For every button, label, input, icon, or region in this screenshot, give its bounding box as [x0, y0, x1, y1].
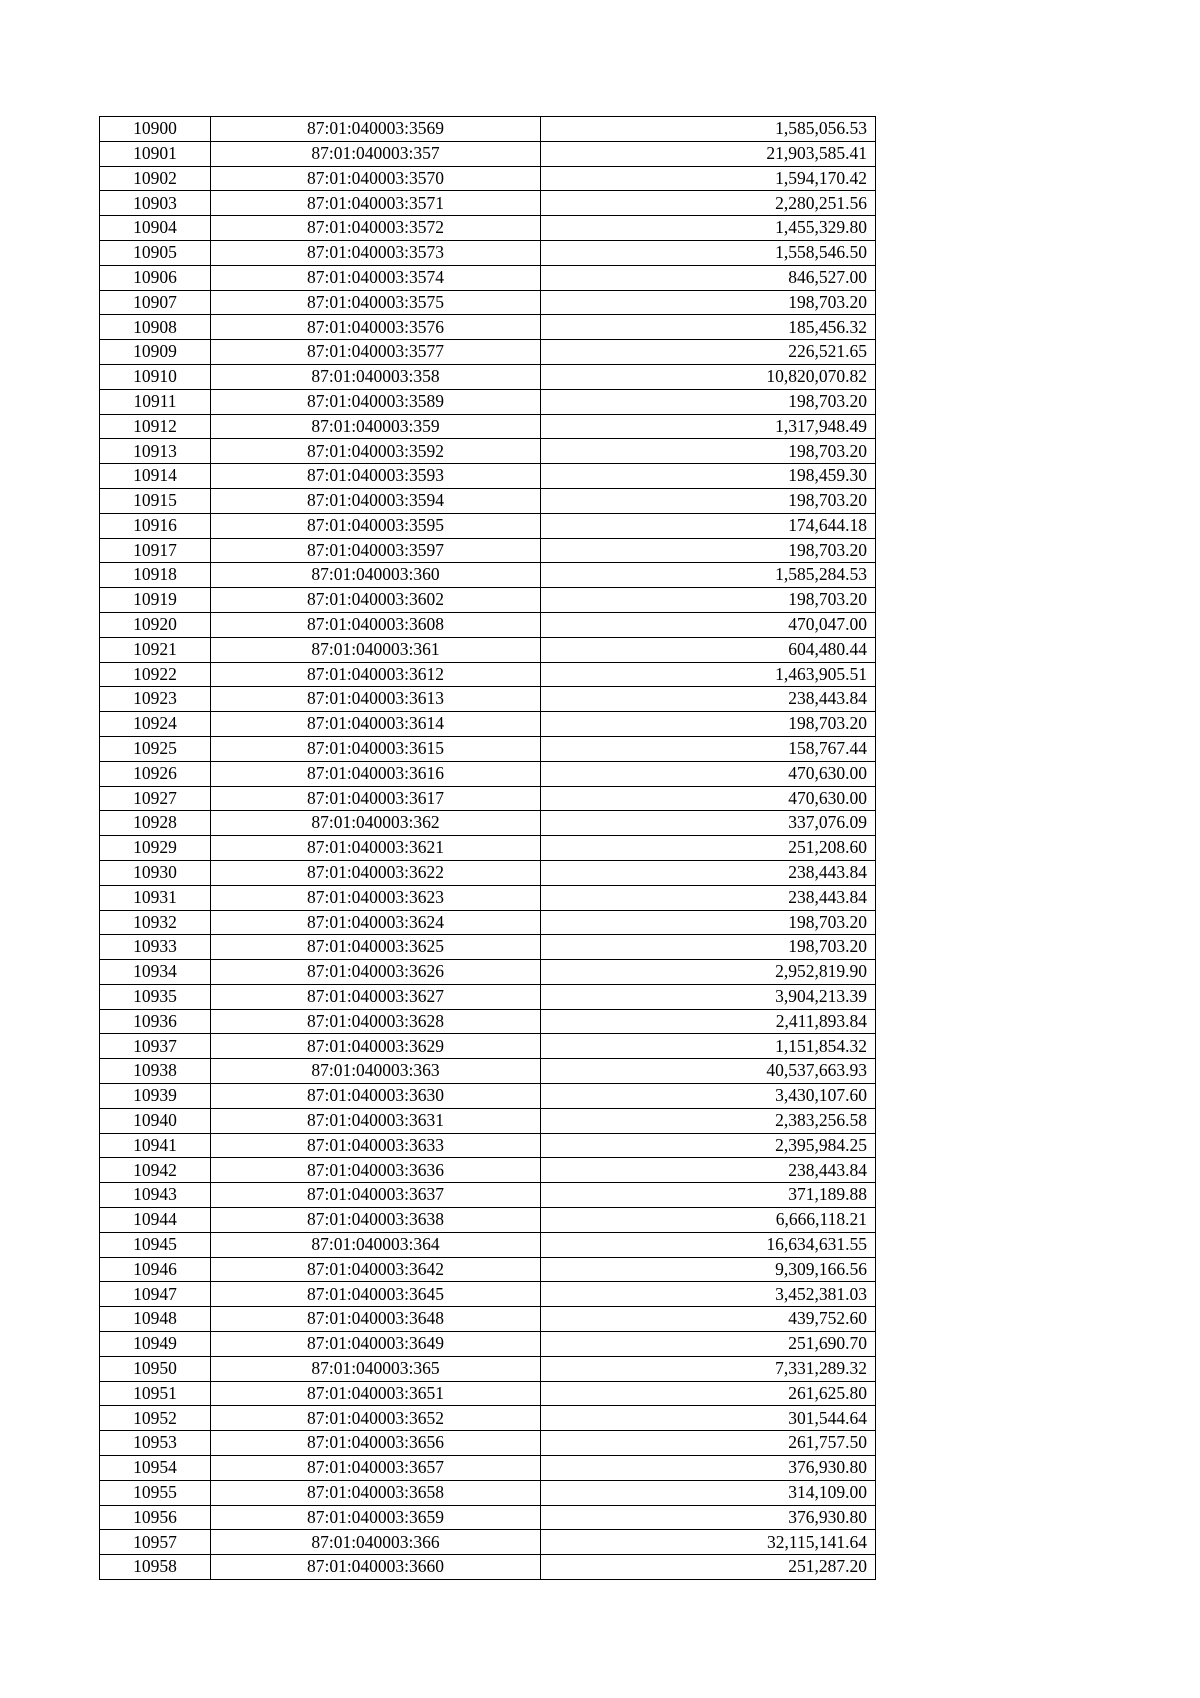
cadastral-value-cell: 371,189.88 [541, 1183, 876, 1208]
cadastral-number-cell: 87:01:040003:3625 [211, 935, 541, 960]
row-number-cell: 10930 [100, 860, 211, 885]
cadastral-value-cell: 604,480.44 [541, 637, 876, 662]
row-number-cell: 10911 [100, 389, 211, 414]
cadastral-number-cell: 87:01:040003:366 [211, 1530, 541, 1555]
row-number-cell: 10954 [100, 1456, 211, 1481]
cadastral-value-cell: 2,280,251.56 [541, 191, 876, 216]
row-number-cell: 10908 [100, 315, 211, 340]
cadastral-value-cell: 3,452,381.03 [541, 1282, 876, 1307]
cadastral-value-cell: 251,690.70 [541, 1332, 876, 1357]
row-number-cell: 10915 [100, 488, 211, 513]
cadastral-number-cell: 87:01:040003:3608 [211, 612, 541, 637]
row-number-cell: 10905 [100, 240, 211, 265]
cadastral-value-cell: 470,047.00 [541, 612, 876, 637]
row-number-cell: 10933 [100, 935, 211, 960]
cadastral-number-cell: 87:01:040003:3577 [211, 340, 541, 365]
cadastral-number-cell: 87:01:040003:359 [211, 414, 541, 439]
row-number-cell: 10922 [100, 662, 211, 687]
cadastral-value-cell: 251,287.20 [541, 1555, 876, 1580]
cadastral-number-cell: 87:01:040003:3623 [211, 885, 541, 910]
table-row [100, 191, 876, 216]
table-row [100, 538, 876, 563]
cadastral-value-cell: 198,703.20 [541, 910, 876, 935]
cadastral-value-cell: 158,767.44 [541, 736, 876, 761]
table-row [100, 240, 876, 265]
cadastral-value-cell: 470,630.00 [541, 786, 876, 811]
table-row [100, 1133, 876, 1158]
cadastral-number-cell: 87:01:040003:3651 [211, 1381, 541, 1406]
cadastral-value-cell: 198,703.20 [541, 488, 876, 513]
table-body [100, 117, 876, 1580]
cadastral-number-cell: 87:01:040003:3574 [211, 265, 541, 290]
table-row [100, 1307, 876, 1332]
cadastral-number-cell: 87:01:040003:3629 [211, 1034, 541, 1059]
cadastral-number-cell: 87:01:040003:3569 [211, 117, 541, 142]
cadastral-value-cell: 198,703.20 [541, 935, 876, 960]
cadastral-value-cell: 439,752.60 [541, 1307, 876, 1332]
table-row [100, 141, 876, 166]
table-row [100, 935, 876, 960]
row-number-cell: 10931 [100, 885, 211, 910]
cadastral-number-cell: 87:01:040003:358 [211, 364, 541, 389]
cadastral-value-cell: 198,703.20 [541, 588, 876, 613]
cadastral-value-cell: 198,703.20 [541, 538, 876, 563]
cadastral-number-cell: 87:01:040003:3628 [211, 1009, 541, 1034]
table-row [100, 736, 876, 761]
row-number-cell: 10918 [100, 563, 211, 588]
cadastral-value-table [99, 116, 876, 1580]
cadastral-number-cell: 87:01:040003:360 [211, 563, 541, 588]
cadastral-value-cell: 2,411,893.84 [541, 1009, 876, 1034]
cadastral-number-cell: 87:01:040003:3660 [211, 1555, 541, 1580]
cadastral-value-cell: 1,455,329.80 [541, 216, 876, 241]
table-row [100, 265, 876, 290]
cadastral-value-cell: 16,634,631.55 [541, 1232, 876, 1257]
row-number-cell: 10924 [100, 712, 211, 737]
table-row [100, 687, 876, 712]
cadastral-number-cell: 87:01:040003:3571 [211, 191, 541, 216]
table-row [100, 786, 876, 811]
cadastral-value-cell: 261,625.80 [541, 1381, 876, 1406]
table-row [100, 836, 876, 861]
cadastral-value-cell: 174,644.18 [541, 513, 876, 538]
table-row [100, 1158, 876, 1183]
cadastral-number-cell: 87:01:040003:3652 [211, 1406, 541, 1431]
table-row [100, 1555, 876, 1580]
row-number-cell: 10932 [100, 910, 211, 935]
row-number-cell: 10945 [100, 1232, 211, 1257]
cadastral-value-cell: 1,585,056.53 [541, 117, 876, 142]
table-row [100, 612, 876, 637]
cadastral-number-cell: 87:01:040003:3658 [211, 1480, 541, 1505]
cadastral-value-cell: 226,521.65 [541, 340, 876, 365]
cadastral-number-cell: 87:01:040003:3645 [211, 1282, 541, 1307]
table-row [100, 1232, 876, 1257]
cadastral-number-cell: 87:01:040003:3637 [211, 1183, 541, 1208]
cadastral-value-cell: 251,208.60 [541, 836, 876, 861]
table-row [100, 414, 876, 439]
cadastral-number-cell: 87:01:040003:3595 [211, 513, 541, 538]
table-row [100, 315, 876, 340]
table-row [100, 1431, 876, 1456]
cadastral-number-cell: 87:01:040003:3630 [211, 1084, 541, 1109]
table-row [100, 761, 876, 786]
cadastral-value-cell: 376,930.80 [541, 1505, 876, 1530]
row-number-cell: 10953 [100, 1431, 211, 1456]
row-number-cell: 10934 [100, 960, 211, 985]
row-number-cell: 10903 [100, 191, 211, 216]
row-number-cell: 10956 [100, 1505, 211, 1530]
cadastral-value-cell: 3,430,107.60 [541, 1084, 876, 1109]
cadastral-number-cell: 87:01:040003:3627 [211, 984, 541, 1009]
cadastral-number-cell: 87:01:040003:3648 [211, 1307, 541, 1332]
cadastral-number-cell: 87:01:040003:3621 [211, 836, 541, 861]
table-row [100, 563, 876, 588]
table-row [100, 1332, 876, 1357]
row-number-cell: 10902 [100, 166, 211, 191]
table-row [100, 860, 876, 885]
row-number-cell: 10912 [100, 414, 211, 439]
cadastral-number-cell: 87:01:040003:362 [211, 811, 541, 836]
row-number-cell: 10929 [100, 836, 211, 861]
cadastral-number-cell: 87:01:040003:357 [211, 141, 541, 166]
row-number-cell: 10939 [100, 1084, 211, 1109]
table-row [100, 1505, 876, 1530]
row-number-cell: 10936 [100, 1009, 211, 1034]
row-number-cell: 10948 [100, 1307, 211, 1332]
cadastral-number-cell: 87:01:040003:3622 [211, 860, 541, 885]
row-number-cell: 10940 [100, 1108, 211, 1133]
cadastral-value-cell: 376,930.80 [541, 1456, 876, 1481]
table-row [100, 662, 876, 687]
row-number-cell: 10938 [100, 1059, 211, 1084]
row-number-cell: 10909 [100, 340, 211, 365]
table-row [100, 1356, 876, 1381]
row-number-cell: 10935 [100, 984, 211, 1009]
row-number-cell: 10925 [100, 736, 211, 761]
table-row [100, 117, 876, 142]
cadastral-value-cell: 2,383,256.58 [541, 1108, 876, 1133]
cadastral-value-cell: 185,456.32 [541, 315, 876, 340]
table-row [100, 290, 876, 315]
row-number-cell: 10937 [100, 1034, 211, 1059]
cadastral-number-cell: 87:01:040003:3642 [211, 1257, 541, 1282]
cadastral-value-cell: 238,443.84 [541, 1158, 876, 1183]
cadastral-value-cell: 337,076.09 [541, 811, 876, 836]
cadastral-number-cell: 87:01:040003:3657 [211, 1456, 541, 1481]
table-row [100, 1257, 876, 1282]
cadastral-number-cell: 87:01:040003:3576 [211, 315, 541, 340]
row-number-cell: 10923 [100, 687, 211, 712]
row-number-cell: 10957 [100, 1530, 211, 1555]
cadastral-number-cell: 87:01:040003:3570 [211, 166, 541, 191]
table-row [100, 488, 876, 513]
cadastral-number-cell: 87:01:040003:3617 [211, 786, 541, 811]
table-row [100, 340, 876, 365]
table-row [100, 1108, 876, 1133]
row-number-cell: 10900 [100, 117, 211, 142]
row-number-cell: 10943 [100, 1183, 211, 1208]
row-number-cell: 10950 [100, 1356, 211, 1381]
table-row [100, 1183, 876, 1208]
table-row [100, 1282, 876, 1307]
row-number-cell: 10921 [100, 637, 211, 662]
table-row [100, 1084, 876, 1109]
cadastral-number-cell: 87:01:040003:3616 [211, 761, 541, 786]
cadastral-value-cell: 6,666,118.21 [541, 1208, 876, 1233]
row-number-cell: 10941 [100, 1133, 211, 1158]
row-number-cell: 10920 [100, 612, 211, 637]
cadastral-value-cell: 238,443.84 [541, 687, 876, 712]
cadastral-number-cell: 87:01:040003:3589 [211, 389, 541, 414]
table-row [100, 588, 876, 613]
table-row [100, 389, 876, 414]
cadastral-number-cell: 87:01:040003:363 [211, 1059, 541, 1084]
cadastral-value-cell: 1,317,948.49 [541, 414, 876, 439]
cadastral-value-cell: 1,558,546.50 [541, 240, 876, 265]
row-number-cell: 10916 [100, 513, 211, 538]
cadastral-value-cell: 40,537,663.93 [541, 1059, 876, 1084]
cadastral-value-cell: 10,820,070.82 [541, 364, 876, 389]
table-row [100, 984, 876, 1009]
table-row [100, 885, 876, 910]
row-number-cell: 10906 [100, 265, 211, 290]
cadastral-number-cell: 87:01:040003:3656 [211, 1431, 541, 1456]
cadastral-number-cell: 87:01:040003:3624 [211, 910, 541, 935]
cadastral-number-cell: 87:01:040003:3612 [211, 662, 541, 687]
table-row [100, 464, 876, 489]
table-row [100, 960, 876, 985]
row-number-cell: 10955 [100, 1480, 211, 1505]
table-row [100, 910, 876, 935]
cadastral-number-cell: 87:01:040003:3575 [211, 290, 541, 315]
row-number-cell: 10944 [100, 1208, 211, 1233]
cadastral-number-cell: 87:01:040003:3638 [211, 1208, 541, 1233]
row-number-cell: 10947 [100, 1282, 211, 1307]
table-row [100, 1208, 876, 1233]
cadastral-value-cell: 2,395,984.25 [541, 1133, 876, 1158]
row-number-cell: 10917 [100, 538, 211, 563]
table-row [100, 1406, 876, 1431]
table-row [100, 811, 876, 836]
cadastral-value-cell: 7,331,289.32 [541, 1356, 876, 1381]
cadastral-value-cell: 198,703.20 [541, 439, 876, 464]
row-number-cell: 10914 [100, 464, 211, 489]
cadastral-value-cell: 198,459.30 [541, 464, 876, 489]
cadastral-number-cell: 87:01:040003:3615 [211, 736, 541, 761]
cadastral-number-cell: 87:01:040003:3659 [211, 1505, 541, 1530]
cadastral-value-cell: 9,309,166.56 [541, 1257, 876, 1282]
table-row [100, 1059, 876, 1084]
row-number-cell: 10951 [100, 1381, 211, 1406]
row-number-cell: 10949 [100, 1332, 211, 1357]
row-number-cell: 10946 [100, 1257, 211, 1282]
cadastral-number-cell: 87:01:040003:3626 [211, 960, 541, 985]
cadastral-number-cell: 87:01:040003:3592 [211, 439, 541, 464]
cadastral-value-cell: 21,903,585.41 [541, 141, 876, 166]
cadastral-number-cell: 87:01:040003:3602 [211, 588, 541, 613]
table-row [100, 364, 876, 389]
cadastral-value-cell: 198,703.20 [541, 290, 876, 315]
cadastral-number-cell: 87:01:040003:3649 [211, 1332, 541, 1357]
row-number-cell: 10913 [100, 439, 211, 464]
cadastral-value-cell: 198,703.20 [541, 712, 876, 737]
cadastral-value-cell: 198,703.20 [541, 389, 876, 414]
table-row [100, 1034, 876, 1059]
table-row [100, 1480, 876, 1505]
table-row [100, 216, 876, 241]
table-row [100, 637, 876, 662]
row-number-cell: 10904 [100, 216, 211, 241]
table-row [100, 1381, 876, 1406]
cadastral-value-cell: 1,151,854.32 [541, 1034, 876, 1059]
row-number-cell: 10942 [100, 1158, 211, 1183]
table-row [100, 513, 876, 538]
cadastral-value-cell: 238,443.84 [541, 885, 876, 910]
cadastral-value-cell: 470,630.00 [541, 761, 876, 786]
row-number-cell: 10910 [100, 364, 211, 389]
cadastral-value-cell: 846,527.00 [541, 265, 876, 290]
row-number-cell: 10907 [100, 290, 211, 315]
cadastral-number-cell: 87:01:040003:364 [211, 1232, 541, 1257]
row-number-cell: 10927 [100, 786, 211, 811]
cadastral-number-cell: 87:01:040003:361 [211, 637, 541, 662]
cadastral-number-cell: 87:01:040003:3633 [211, 1133, 541, 1158]
cadastral-value-cell: 301,544.64 [541, 1406, 876, 1431]
cadastral-number-cell: 87:01:040003:3614 [211, 712, 541, 737]
cadastral-number-cell: 87:01:040003:3636 [211, 1158, 541, 1183]
cadastral-value-cell: 1,585,284.53 [541, 563, 876, 588]
row-number-cell: 10919 [100, 588, 211, 613]
table-row [100, 1530, 876, 1555]
cadastral-number-cell: 87:01:040003:3631 [211, 1108, 541, 1133]
cadastral-number-cell: 87:01:040003:3593 [211, 464, 541, 489]
cadastral-number-cell: 87:01:040003:3573 [211, 240, 541, 265]
table-row [100, 166, 876, 191]
table-row [100, 1456, 876, 1481]
cadastral-number-cell: 87:01:040003:3597 [211, 538, 541, 563]
cadastral-value-cell: 1,463,905.51 [541, 662, 876, 687]
row-number-cell: 10958 [100, 1555, 211, 1580]
cadastral-value-cell: 261,757.50 [541, 1431, 876, 1456]
cadastral-value-cell: 2,952,819.90 [541, 960, 876, 985]
table-row [100, 712, 876, 737]
cadastral-value-cell: 314,109.00 [541, 1480, 876, 1505]
cadastral-number-cell: 87:01:040003:3613 [211, 687, 541, 712]
cadastral-value-cell: 238,443.84 [541, 860, 876, 885]
table-row [100, 1009, 876, 1034]
row-number-cell: 10926 [100, 761, 211, 786]
row-number-cell: 10901 [100, 141, 211, 166]
cadastral-number-cell: 87:01:040003:3572 [211, 216, 541, 241]
cadastral-value-cell: 32,115,141.64 [541, 1530, 876, 1555]
cadastral-value-cell: 3,904,213.39 [541, 984, 876, 1009]
table-row [100, 439, 876, 464]
cadastral-value-cell: 1,594,170.42 [541, 166, 876, 191]
row-number-cell: 10952 [100, 1406, 211, 1431]
cadastral-number-cell: 87:01:040003:365 [211, 1356, 541, 1381]
cadastral-number-cell: 87:01:040003:3594 [211, 488, 541, 513]
row-number-cell: 10928 [100, 811, 211, 836]
